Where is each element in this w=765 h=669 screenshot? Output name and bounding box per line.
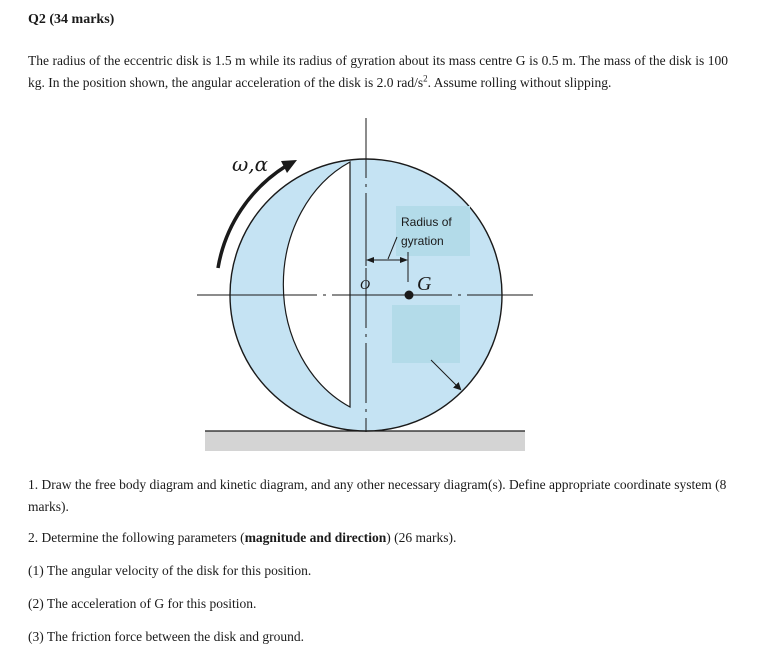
task-subitem-2: (2) The acceleration of G for this position. — [28, 596, 257, 611]
task-subitem-1: (1) The angular velocity of the disk for this position. — [28, 563, 312, 578]
question-title: Q2 (34 marks) — [28, 12, 115, 27]
task-subitem-3: (3) The friction force between the disk and ground. — [28, 629, 305, 644]
problem-statement-tail: . Assume rolling without slipping. — [427, 75, 612, 90]
omega-alpha-label: ω,α — [232, 152, 269, 176]
radius-gyration-label-1: Radius of — [401, 215, 452, 229]
problem-statement-text: The radius of the eccentric disk is 1.5 m while its radius of gyration about its mass centre G is 0.5 m. The mass of the disk is 100 kg. In the position shown, the angular acceleration of the disk is 2.0 rad/s — [28, 53, 728, 90]
task-item-1: 1. Draw the free body diagram and kinetic diagram, and any other necessary diagram(s). Define appropriate coordinate system (8 marks). — [28, 477, 727, 514]
units-exponent: 2 — [423, 73, 428, 84]
mass-centre-point — [405, 291, 414, 300]
label-background-radius — [396, 206, 470, 256]
mass-centre-label: G — [417, 273, 432, 295]
task-item-2-emphasis: magnitude and direction — [244, 530, 387, 545]
geometric-centre-label: O — [360, 278, 371, 293]
radius-gyration-label-2: gyration — [401, 234, 444, 248]
label-background-lower — [392, 305, 460, 363]
ground — [205, 431, 525, 451]
task-item-2-suffix: ) (26 marks). — [386, 530, 457, 545]
task-item-2-prefix: 2. Determine the following parameters ( — [28, 530, 245, 545]
task-item-2 — [28, 527, 456, 549]
